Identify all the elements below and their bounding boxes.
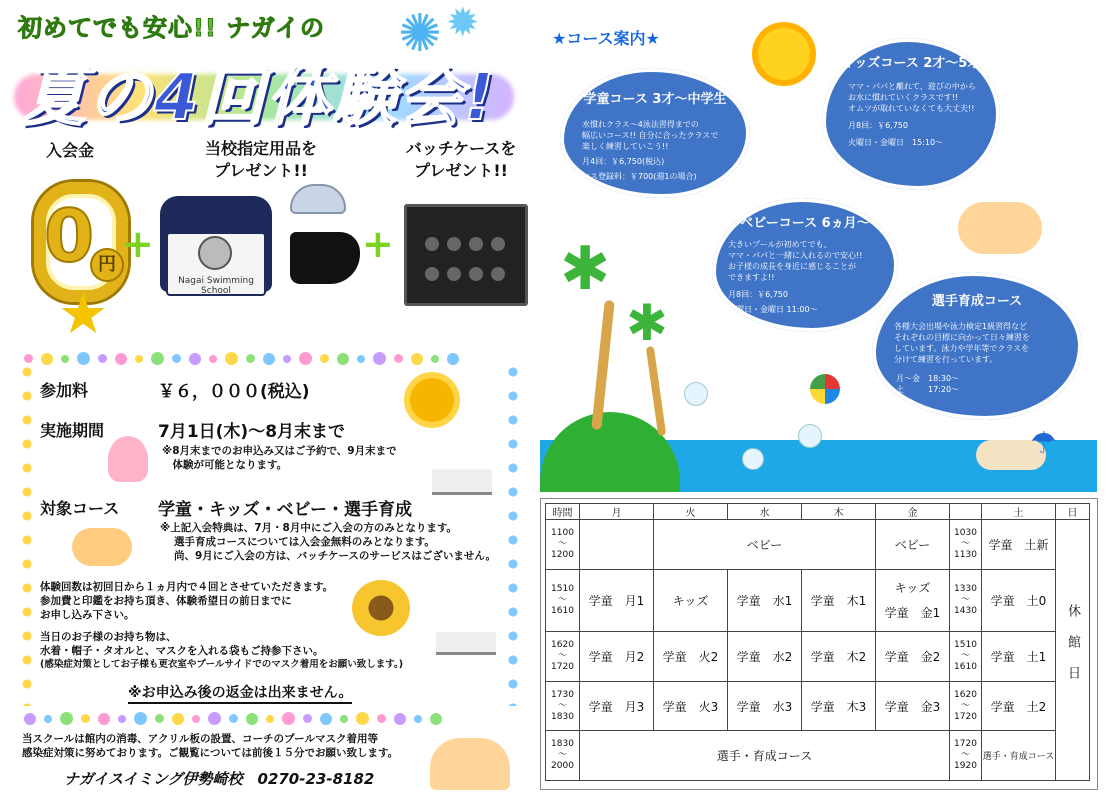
bubble-icon [798,424,822,448]
notice-2: 参加費と印鑑をお持ち頂き、体験希望日の前日までに [40,595,292,607]
kids-course-card [822,38,1000,190]
no-refund-notice: ※お申込み後の返金は出来ません。 [128,682,352,704]
header-sat: 土 [982,504,1056,520]
schedule-cell: 学童 土1 [982,632,1056,682]
schedule-cell: ベビー [876,520,950,570]
header-mon: 月 [580,504,654,520]
senshu-course-desc: 各種大会出場や泳力検定1級習得など それぞれの目標に向かって日々練習を しています。泳力や学年等でクラスを 分けて練習を行っています。 [894,322,1030,364]
schedule-cell: 学童 水1 [728,569,802,632]
senshu-course-title: 選手育成コース [931,294,1023,309]
schedule-cell: 学童 月3 [580,681,654,731]
schedule-cell: 学童 金3 [876,681,950,731]
schedule-cell: 学童 水3 [728,681,802,731]
bring-3: (感染症対策としてお子様も更衣室やプールサイドでのマスク着用をお願い致します。) [40,659,404,670]
gakudo-course-bus: バス登録料：￥700(週1の場合) [582,172,697,181]
palm-leaf-icon: ✱ [626,294,668,352]
time-cell: 1730 ～ 1830 [546,681,580,731]
staff-illustration [430,738,510,790]
period-value: 7月1日(木)～8月末まで [158,422,346,442]
schedule-cell: 学童 月1 [580,569,654,632]
schedule-cell: 学童 月2 [580,632,654,682]
palm-leaf-icon: ✱ [560,234,611,304]
table-row [546,520,1090,570]
baby-course-time: 火曜日・金曜日 11:00～ [728,305,818,314]
swimsuit-image [290,232,360,284]
plus-icon: + [122,222,154,266]
page-title: 夏の4回体験会! [22,61,496,135]
schedule-cell [580,520,654,570]
schedule-cell: 選手・育成コース [982,731,1056,781]
senshu-course-time-2: 土 17:20～ [896,385,960,394]
schedule-cell: 学童 水2 [728,632,802,682]
badge-case-image [404,204,528,306]
course-note-1: ※上記入会特典は、7月・8月中にご入会の方のみとなります。 [160,522,457,534]
senshu-course-time-1: 月～金 18:30～ [896,374,960,383]
dotted-border-bottom [20,708,520,722]
umbrella-icon: ☂ [1030,426,1057,461]
kids-course-title: キッズコース 2才～5才 [841,56,981,71]
header-tue: 火 [654,504,728,520]
schedule-header-row [546,504,1090,520]
header-sun: 日 [1056,504,1090,520]
podium-illustration [432,436,492,495]
fee-value: ￥６，０００(税込) [158,382,310,402]
child-illustration [108,436,148,482]
star-icon: ★ [58,282,109,347]
gakudo-course-card [560,68,750,198]
time-cell: 1510 ～ 1610 [950,632,982,682]
bring-1: 当日のお子様のお持ち物は、 [40,631,177,643]
schedule-cell: 選手・育成コース [580,731,950,781]
course-value: 学童・キッズ・ベビー・選手育成 [158,500,412,520]
dotted-border-right [506,360,520,706]
schedule-cell: 学童 木1 [802,569,876,632]
schedule-cell: 学童 火2 [654,632,728,682]
time-cell: 1830 ～ 2000 [546,731,580,781]
gakudo-course-title: 学童コース 3才～中学生 [583,92,727,107]
period-label: 実施期間 [40,421,105,440]
gift-label-items: 当校指定用品を プレゼント!! [204,139,317,180]
bag-mascot-icon [198,236,232,270]
footer-line-1: 当スクールは館内の消毒、アクリル板の設置、コーチのプールマスク着用等 [22,733,378,745]
table-row [546,681,1090,731]
course-note-2: 選手育成コースについては入会金無料のみとなります。 [174,536,435,548]
time-cell: 1330 ～ 1430 [950,569,982,632]
time-cell: 1620 ～ 1720 [546,632,580,682]
table-row [546,632,1090,682]
header-fri: 金 [876,504,950,520]
gift-label-case: バッチケースを プレゼント!! [405,139,517,180]
time-cell: 1510 ～ 1610 [546,569,580,632]
table-row [546,569,1090,632]
header-wed: 水 [728,504,802,520]
notice-1: 体験回数は初回日から１ヵ月内で４回とさせていただきます。 [40,581,334,593]
dotted-border-top [20,348,520,362]
smiling-sun-icon [758,28,810,80]
gakudo-course-price: 月4回：￥6,750(税込) [582,157,665,166]
bubble-icon [742,448,764,470]
sun-icon [410,378,454,422]
time-cell: 1030 ～ 1130 [950,520,982,570]
senshu-course-card [872,272,1082,420]
firework-icon: ✹ [446,0,480,46]
sunflower-icon [352,580,410,636]
time-cell: 1720 ～ 1920 [950,731,982,781]
kids-course-desc: ママ・パパと離れて、遊びの中から お水に慣れていくクラスです!! オムツが取れていなくても大丈夫!! [848,82,976,113]
header-time: 時間 [546,504,580,520]
schedule-cell: 学童 木3 [802,681,876,731]
baby-course-desc: 大きいプールが初めてでも、 ママ・パパと一緒に入れるので安心!! お子様の成長を身近に感じることが できますよ!! [728,240,863,282]
schedule-cell: 学童 土新 [982,520,1056,570]
fee-label: 参加料 [40,381,89,400]
yen-badge: 円 [90,248,124,282]
schedule-cell: 学童 土0 [982,569,1056,632]
bag-logo-text: Nagai Swimming School [166,232,266,296]
course-label: 対象コース [40,499,120,518]
schedule-cell [876,569,950,632]
schedule-cell: 学童 火3 [654,681,728,731]
plus-icon: + [362,222,394,266]
course-note-3: 尚、9月にご入会の方は、バッチケースのサービスはございません。 [174,550,496,562]
schedule-cell-line: 学童 金1 [884,606,941,621]
schedule-table [545,503,1090,781]
header-thu: 木 [802,504,876,520]
firework-icon: ✺ [398,4,442,64]
schedule-cell: ベビー [654,520,876,570]
kids-course-price: 月8回：￥6,750 [848,121,908,130]
footer-line-2: 感染症対策に努めております。ご観覧については前後１５分でお願い致します。 [22,747,399,759]
baby-course-price: 月8回：￥6,750 [728,290,788,299]
schedule-cell: 学童 木2 [802,632,876,682]
period-note: ※8月末までのお申込み又はご予約で、9月末まで 体験が可能となります。 [162,445,397,471]
schedule-cell: 学童 金2 [876,632,950,682]
course-heading: ★コース案内★ [552,29,660,48]
table-row [546,731,1090,781]
beach-ball-icon [810,374,840,404]
swimming-kids-illustration [958,202,1042,254]
entry-fee-label: 入会金 [45,141,94,160]
swim-cap-image [290,184,346,214]
school-contact: ナガイスイミング伊勢崎校 0270-23-8182 [64,770,375,788]
bubble-icon [684,382,708,406]
tagline: 初めてでも安心!! ナガイの [18,14,326,42]
zero-digit: 0 [44,194,95,278]
baby-course-title: ベビーコース 6ヵ月～ [740,216,870,231]
schedule-cell-line: キッズ [894,581,931,596]
schedule-cell: キッズ [654,569,728,632]
dotted-border-left [20,360,34,706]
gakudo-course-desc: 水慣れクラス～4泳法習得までの 幅広いコース!! 自分に合ったクラスで 楽しく練習していこう!! [582,120,719,151]
schedule-cell: 学童 土2 [982,681,1056,731]
bring-2: 水着・帽子・タオルと、マスクを入れる袋もご持参下さい。 [40,645,324,657]
baby-course-card [712,198,898,332]
header-sat-time [950,504,982,520]
notice-3: お申し込み下さい。 [40,609,135,621]
holiday-cell: 休館日 [1056,520,1090,781]
kids-course-time: 火曜日・金曜日 15:10～ [848,138,944,147]
podium-illustration [436,602,496,655]
time-cell: 1620 ～ 1720 [950,681,982,731]
time-cell: 1100 ～ 1200 [546,520,580,570]
kids-group-illustration [72,528,132,566]
